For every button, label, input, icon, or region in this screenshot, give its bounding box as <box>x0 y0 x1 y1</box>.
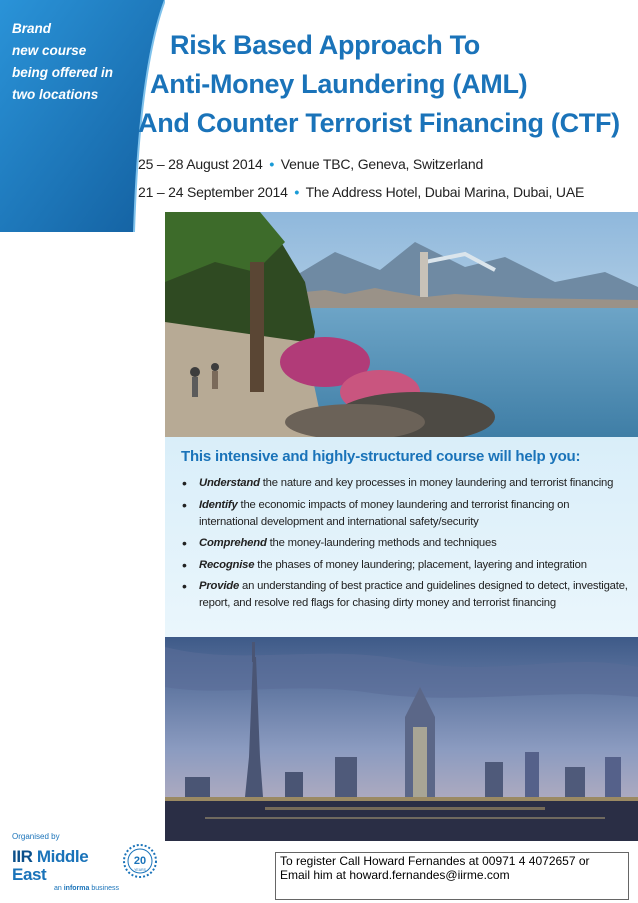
tagline-line: Brand <box>12 21 52 36</box>
logo-sub-informa: informa <box>63 885 90 892</box>
dubai-skyline-photo <box>165 637 638 841</box>
benefit-keyword: Understand <box>199 477 260 489</box>
date-row-dubai <box>138 183 633 211</box>
date-text: 25 – 28 August 2014 <box>138 156 263 172</box>
benefits-list <box>179 475 631 617</box>
geneva-lake-photo <box>165 212 638 437</box>
benefit-keyword: Comprehend <box>199 537 267 549</box>
date-row-geneva <box>138 155 633 183</box>
benefit-keyword: Provide <box>199 580 240 592</box>
benefit-item <box>179 578 631 612</box>
benefits-heading: This intensive and highly-structured course will help you: <box>181 448 581 465</box>
tagline-line: new course <box>12 43 87 58</box>
tagline <box>12 18 124 106</box>
bullet-separator: • <box>294 184 300 200</box>
bullet-separator: • <box>269 156 275 172</box>
seal-word: YEARS <box>134 868 146 872</box>
seal-number: 20 <box>133 855 147 867</box>
logo-sub-post: business <box>89 885 119 892</box>
venue-text: The Address Hotel, Dubai Marina, Dubai, UAE <box>305 184 585 200</box>
benefit-item <box>179 557 631 574</box>
tagline-line: two locations <box>12 87 99 102</box>
benefit-text: the economic impacts of money laundering and terrorist financing on international development and international safety/security <box>199 498 570 528</box>
organised-by-label: Organised by <box>12 832 60 841</box>
title-line-1: Risk Based Approach To <box>170 30 480 60</box>
course-benefits-box <box>165 437 638 637</box>
logo-middle-east: Middle East <box>12 847 89 884</box>
register-line-email: Email him at howard.fernandes@iirme.com <box>280 868 510 882</box>
anniversary-seal-icon <box>121 841 159 883</box>
course-dates <box>138 155 633 211</box>
logo-sub-pre: an <box>54 885 64 892</box>
benefit-text: the money-laundering methods and techniques <box>266 537 497 549</box>
benefit-text: the phases of money laundering; placement, layering and integration <box>254 558 587 571</box>
venue-text: Venue TBC, Geneva, Switzerland <box>280 156 484 172</box>
date-text: 21 – 24 September 2014 <box>138 184 288 200</box>
benefit-keyword: Identify <box>199 498 238 511</box>
title-line-2: Anti-Money Laundering (AML) <box>150 69 528 99</box>
benefit-item <box>179 535 631 552</box>
logo-subline <box>12 884 122 894</box>
register-line-phone: To register Call Howard Fernandes at 00971 4 4072657 or <box>280 854 590 868</box>
benefit-item <box>179 475 631 492</box>
tagline-line: being offered in <box>12 65 114 80</box>
benefit-text: the nature and key processes in money laundering and terrorist financing <box>259 477 614 489</box>
benefit-text: an understanding of best practice and guidelines designed to detect, investigate, report, and resolve red flags for chasing dirty money and terrorist financing <box>199 580 628 609</box>
logo-iir: IIR <box>12 847 33 866</box>
logo-wordmark <box>12 848 122 884</box>
title-line-3: And Counter Terrorist Financing (CTF) <box>138 108 620 138</box>
course-title <box>138 26 633 143</box>
registration-contact-box <box>275 852 629 900</box>
benefit-item <box>179 497 631 531</box>
benefit-keyword: Recognise <box>199 558 255 571</box>
iir-middle-east-logo <box>12 848 122 894</box>
